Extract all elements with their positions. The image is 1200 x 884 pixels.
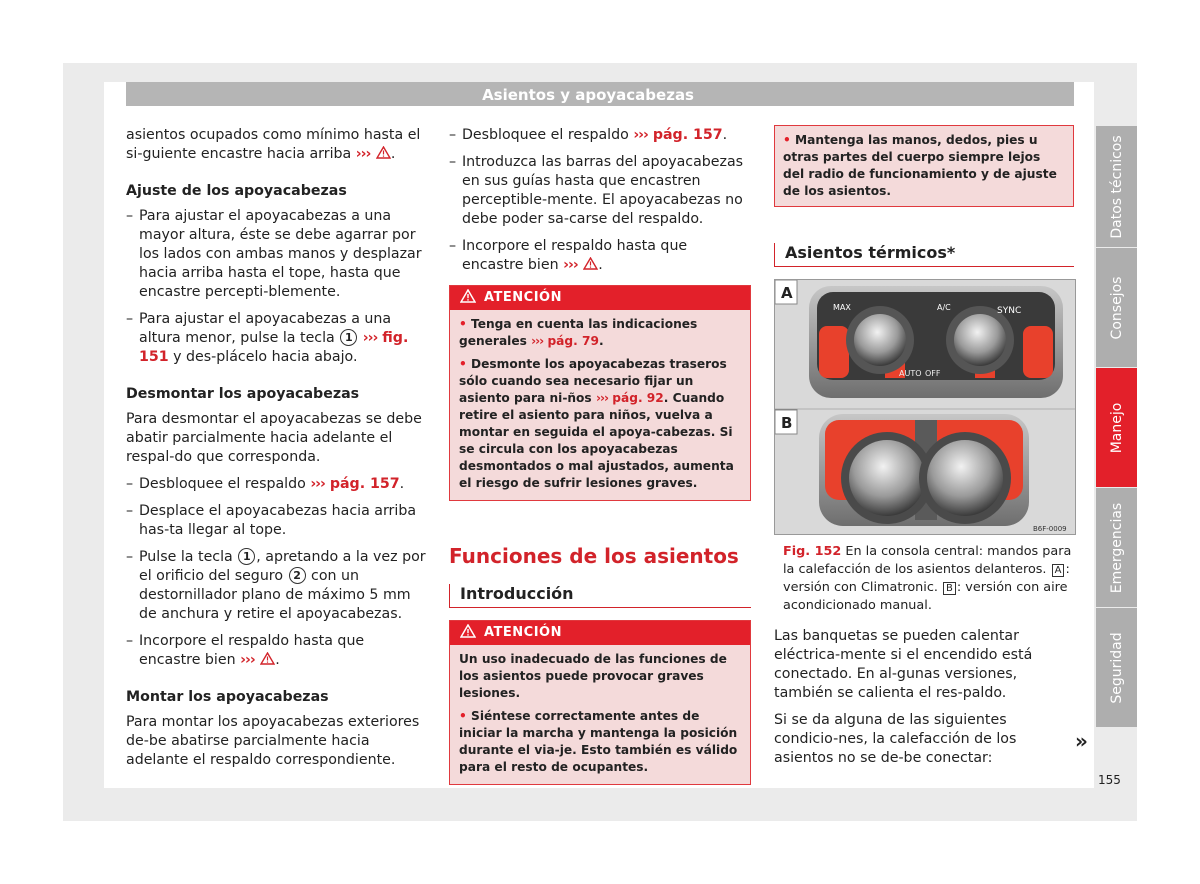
figure-152 [774,279,1076,535]
desmontar-step-4: – Incorpore el respaldo hasta que encastre bien ››› . [126,632,426,670]
ref-arrow[interactable]: ››› [240,652,255,668]
pag-79-link[interactable]: ››› pág. 79 [531,334,599,348]
svg-text:B: B [781,414,793,432]
svg-text:AUTO: AUTO [899,369,922,378]
desmontar-paragraph: Para desmontar el apoyacabezas se debe abatir parcialmente hacia adelante el respal-do que corresponda. [126,411,422,465]
fig-151-link[interactable]: ››› fig. 151 [139,330,409,365]
ref-arrow[interactable]: ››› [355,146,371,162]
warning-item: • Desmonte los apoyacabezas traseros sólo cuando sea necesario fijar un asiento para ni-ños ››› pág. 92. Cuando retire el asiento para niños, vuelva a montar en seguida el apoya-cabezas. Si se circula con los apoyacabezas desmontados o mal ajustados, aumenta el riesgo de sufrir lesiones graves. [459,357,734,490]
key-2-icon: 2 [289,567,306,584]
heading-montar: Montar los apoyacabezas [126,689,329,705]
pag-157-link[interactable]: ››› pág. 157 [310,476,400,492]
side-tab-datos-tecnicos[interactable]: Datos técnicos [1096,126,1137,247]
warning-body [450,645,750,784]
ajuste-step-1: – Para ajustar el apoyacabezas a una mayor altura, éste se debe agarrar por los lados con ambas manos y desplazar hacia arriba hasta el tope, hasta que encastre percepti-blemente. [126,207,426,302]
warning-icon[interactable] [376,146,391,159]
warning-header: ATENCIÓN [450,286,750,310]
warning-triangle-icon [460,289,476,303]
montar-step-3: – Incorpore el respaldo hasta que encastre bien ››› . [449,237,751,275]
key-1-icon: 1 [340,329,357,346]
heading-desmontar: Desmontar los apoyacabezas [126,386,360,402]
column-middle [449,126,751,785]
column-left [126,126,426,778]
montar-paragraph: Para montar los apoyacabezas exteriores de-be abatirse parcialmente hacia adelante el respaldo correspondiente. [126,714,420,768]
heating-paragraph-2: Si se da alguna de las siguientes condicio-nes, la calefacción de los asientos no se de-be conectar: [774,712,1017,766]
climate-control-image [775,280,1075,534]
svg-text:B6F-0009: B6F-0009 [1033,525,1067,533]
svg-text:MAX: MAX [833,303,851,312]
pag-92-link[interactable]: ››› pág. 92 [595,391,664,405]
warning-item: • Tenga en cuenta las indicaciones generales ››› pág. 79. [459,317,698,348]
warning-triangle-icon [460,624,476,638]
section-title: Funciones de los asientos [449,544,739,568]
continued-symbol: » [1075,729,1088,753]
warning-item: • Siéntese correctamente antes de iniciar la marcha y mantenga la posición durante el via-je. Esto también es válido para el resto de ocupantes. [459,709,738,774]
svg-text:A/C: A/C [937,303,951,312]
warning-box-continued [774,125,1074,207]
heating-paragraph-1: Las banquetas se pueden calentar eléctrica-mente si el encendido está conectado. En al-gunas versiones, también se calienta el res-paldo. [774,628,1033,701]
page-number: 155 [1098,773,1121,787]
pag-157-link[interactable]: ››› pág. 157 [633,127,723,143]
warning-icon[interactable] [260,652,275,665]
subsection-title: Asientos térmicos* [774,243,1074,267]
montar-step-2: – Introduzca las barras del apoyacabezas en sus guías hasta que encastren perceptible-mente. El apoyacabezas no debe poder sa-carse del respaldo. [449,153,751,229]
svg-text:SYNC: SYNC [997,306,1022,316]
subsection-title: Introducción [449,584,751,608]
side-tab-seguridad[interactable]: Seguridad [1096,608,1137,727]
side-tab-manejo[interactable]: Manejo [1096,368,1137,487]
side-tab-consejos[interactable]: Consejos [1096,248,1137,367]
desmontar-step-2: – Desplace el apoyacabezas hacia arriba has-ta llegar al tope. [126,502,426,540]
ajuste-step-2: – Para ajustar el apoyacabezas a una altura menor, pulse la tecla 1 ››› fig. 151 y des-plácelo hacia abajo. [126,310,426,367]
side-tab-emergencias[interactable]: Emergencias [1096,488,1137,607]
page-header: Asientos y apoyacabezas [126,82,1074,106]
warning-body: • Mantenga las manos, dedos, pies u otras partes del cuerpo siempre lejos del radio de funcionamiento y de ajuste de los asientos. [783,133,1057,198]
warning-item: Un uso inadecuado de las funciones de los asientos puede provocar graves lesiones. [459,652,727,700]
desmontar-step-3: – Pulse la tecla 1 , apretando a la vez por el orificio del seguro 2 con un destornillador plano de máximo 5 mm de anchura y retire el apoyacabezas. [126,548,426,624]
warning-body [450,310,750,500]
heading-ajuste: Ajuste de los apoyacabezas [126,183,347,199]
montar-step-1: – Desbloquee el respaldo ››› pág. 157. [449,126,751,145]
ref-arrow[interactable]: ››› [563,257,578,273]
svg-text:A: A [781,284,793,302]
warning-header: ATENCIÓN [450,621,750,645]
desmontar-step-1: – Desbloquee el respaldo ››› pág. 157. [126,475,426,494]
svg-text:OFF: OFF [925,369,941,378]
key-1-icon: 1 [238,548,255,565]
intro-paragraph: asientos ocupados como mínimo hasta el si-guiente encastre hacia arriba ››› . [126,127,421,162]
warning-box-2 [449,620,751,785]
warning-box-1 [449,285,751,501]
column-right [774,126,1074,776]
warning-icon[interactable] [583,257,598,270]
figure-caption: Fig. 152 En la consola central: mandos para la calefacción de los asientos delanteros. A : versión con Climatronic. B : versión con aire acondicionado manual. [783,544,1072,613]
